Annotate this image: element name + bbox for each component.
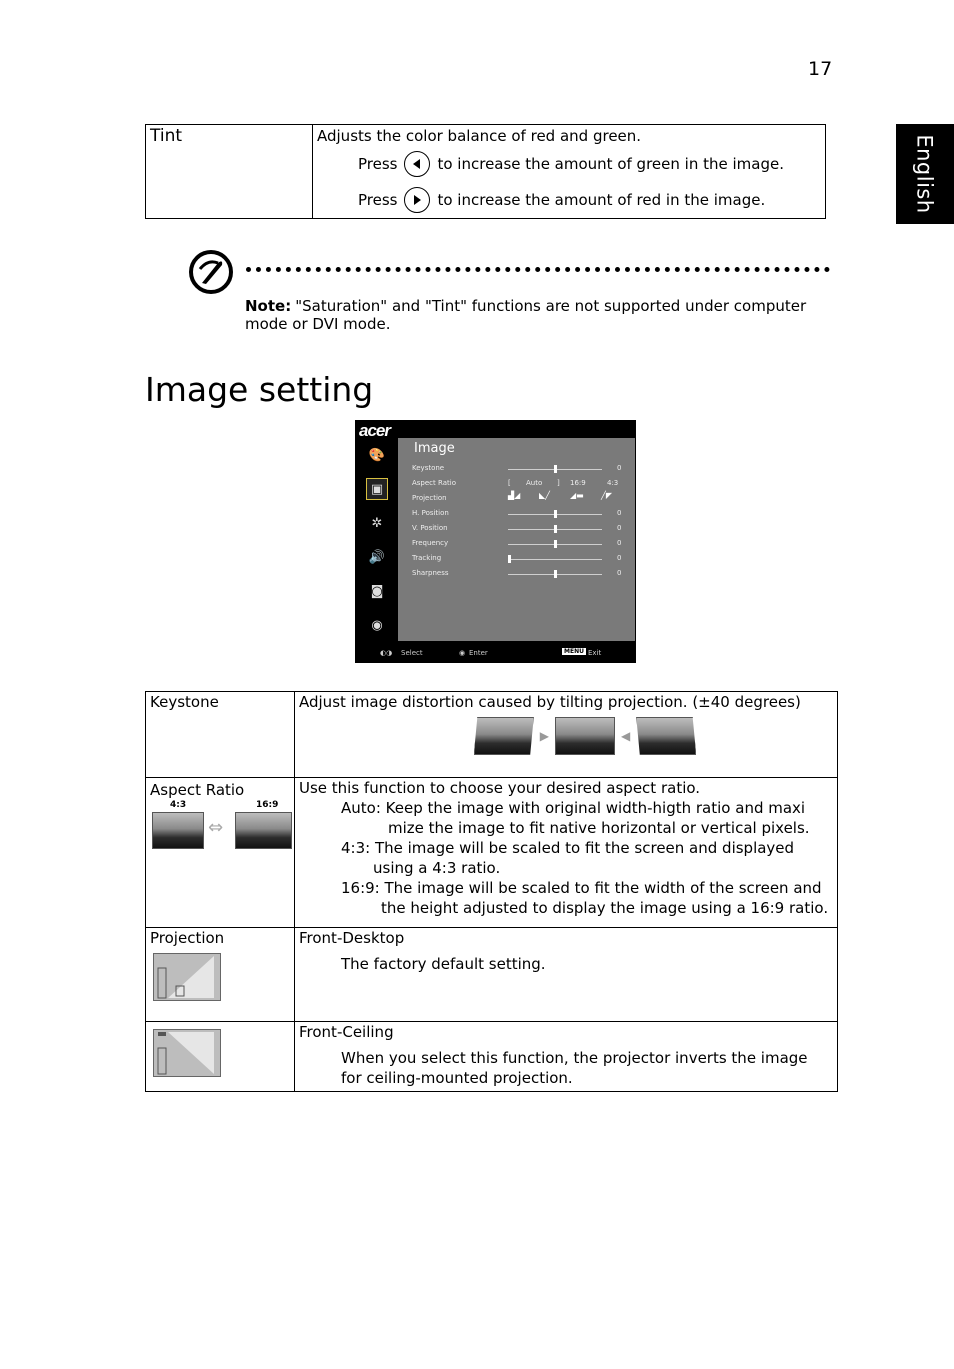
projection-cell bbox=[146, 928, 295, 1022]
osd-row-label: Aspect Ratio bbox=[412, 479, 456, 487]
osd-aspect-option: Auto bbox=[526, 479, 543, 487]
osd-aspect-option: [ bbox=[508, 479, 511, 487]
projection-mode-icon: ◣╱ bbox=[539, 491, 550, 500]
keystone-example-image bbox=[555, 717, 615, 755]
aspect-ratio-intro: Use this function to choose your desired aspect ratio. bbox=[299, 779, 701, 797]
press-left-line: Press to increase the amount of green in the image. bbox=[358, 146, 825, 182]
front-ceiling-description: When you select this function, the projector inverts the image for ceiling-mounted projection. bbox=[341, 1049, 808, 1087]
arrow-left-icon: ◀ bbox=[621, 729, 631, 743]
osd-menu-row[interactable] bbox=[412, 551, 632, 566]
thumb-label-4-3: 4:3 bbox=[170, 800, 187, 810]
note-body: "Saturation" and "Tint" functions are not supported under computer mode or DVI mode. bbox=[245, 297, 807, 333]
osd-aspect-option: 16:9 bbox=[570, 479, 586, 487]
osd-row-value: 0 bbox=[617, 554, 622, 562]
keystone-label: Keystone bbox=[146, 692, 295, 778]
osd-slider-thumb[interactable] bbox=[554, 525, 557, 533]
osd-menu-row[interactable] bbox=[412, 461, 632, 476]
front-ceiling-cell bbox=[295, 1022, 838, 1092]
front-ceiling-diagram bbox=[153, 1029, 221, 1077]
osd-slider-track[interactable] bbox=[508, 559, 602, 560]
osd-exit-label: Exit bbox=[588, 649, 602, 657]
osd-slider-thumb[interactable] bbox=[508, 555, 511, 563]
osd-menu-row[interactable] bbox=[412, 506, 632, 521]
keystone-example-image bbox=[474, 717, 534, 755]
projection-mode-icon: ▟◢ bbox=[508, 491, 521, 500]
aspect-4-3-image bbox=[152, 812, 204, 849]
osd-aspect-option: ] bbox=[557, 479, 560, 487]
note-icon bbox=[188, 249, 234, 295]
projection-mode-icon: ╱◤ bbox=[601, 491, 612, 500]
aspect-ratio-label: Aspect Ratio bbox=[150, 781, 245, 799]
section-title: Image setting bbox=[145, 370, 374, 409]
osd-menu-screenshot bbox=[355, 420, 636, 663]
keystone-example-image bbox=[636, 717, 696, 755]
front-ceiling-diagram-cell bbox=[146, 1022, 295, 1092]
language-tab bbox=[896, 124, 954, 224]
language-icon: ◉ bbox=[371, 617, 383, 633]
arrow-right-icon: ▶ bbox=[539, 729, 549, 743]
osd-panel bbox=[398, 438, 635, 641]
front-desktop-cell bbox=[295, 928, 838, 1022]
color-palette-icon: 🎨 bbox=[368, 447, 386, 463]
osd-row-label: Keystone bbox=[412, 464, 445, 472]
aspect-16-9-desc: 16:9: The image will be scaled to fit the width of the screen and the height adjusted to display the image using a 16:9 ratio. bbox=[341, 879, 829, 917]
image-settings-table bbox=[145, 691, 838, 1092]
projection-mode-icon: ◢▬ bbox=[570, 491, 584, 500]
table-row bbox=[146, 778, 838, 928]
page-number: 17 bbox=[808, 58, 833, 80]
osd-row-value: 0 bbox=[617, 539, 622, 547]
left-arrow-button-icon bbox=[404, 151, 430, 177]
enter-icon: ◉ bbox=[459, 649, 466, 657]
osd-row-value: 0 bbox=[617, 569, 622, 577]
osd-row-label: V. Position bbox=[412, 524, 448, 532]
front-ceiling-title: Front-Ceiling bbox=[299, 1023, 394, 1041]
osd-row-value: 0 bbox=[617, 464, 622, 472]
osd-title: Image bbox=[414, 441, 455, 456]
osd-menu-row[interactable] bbox=[412, 476, 632, 491]
osd-row-value: 0 bbox=[617, 509, 622, 517]
osd-slider-thumb[interactable] bbox=[554, 510, 557, 518]
osd-slider-thumb[interactable] bbox=[554, 570, 557, 578]
table-row bbox=[146, 692, 838, 778]
aspect-16-9-image bbox=[235, 812, 292, 849]
aspect-ratio-cell bbox=[146, 778, 295, 928]
osd-aspect-option: 4:3 bbox=[607, 479, 619, 487]
osd-select-label: Select bbox=[401, 649, 423, 657]
front-desktop-title: Front-Desktop bbox=[299, 929, 405, 947]
double-arrow-icon: ⇔ bbox=[208, 817, 224, 838]
note-label: Note: bbox=[245, 297, 292, 315]
front-ceiling-icon bbox=[154, 1030, 220, 1076]
speaker-icon: 🔊 bbox=[368, 549, 386, 565]
timer-icon: ◙ bbox=[370, 583, 384, 599]
language-tab-label: English bbox=[913, 134, 938, 214]
table-row bbox=[146, 1022, 838, 1092]
osd-menu-row[interactable] bbox=[412, 566, 632, 581]
image-icon: ▣ bbox=[366, 478, 388, 500]
osd-row-label: H. Position bbox=[412, 509, 449, 517]
table-row bbox=[146, 125, 826, 219]
front-desktop-icon bbox=[154, 954, 220, 1000]
select-arrows-icon: ◐◑ bbox=[380, 649, 393, 657]
note-text bbox=[245, 297, 830, 333]
aspect-4-3-desc: 4:3: The image will be scaled to fit the screen and displayed using a 4:3 ratio. bbox=[341, 839, 795, 877]
osd-row-label: Projection bbox=[412, 494, 447, 502]
osd-row-label: Frequency bbox=[412, 539, 449, 547]
osd-row-value: 0 bbox=[617, 524, 622, 532]
osd-enter-label: Enter bbox=[469, 649, 488, 657]
right-arrow-button-icon bbox=[404, 187, 430, 213]
osd-menu-row[interactable] bbox=[412, 536, 632, 551]
keystone-description: Adjust image distortion caused by tilting projection. (±40 degrees) bbox=[299, 693, 801, 711]
osd-row-label: Tracking bbox=[412, 554, 442, 562]
aspect-ratio-desc-cell bbox=[295, 778, 838, 928]
tint-table bbox=[145, 124, 826, 219]
osd-row-label: Sharpness bbox=[412, 569, 449, 577]
keystone-desc-cell bbox=[295, 692, 838, 778]
tint-description-cell bbox=[313, 125, 826, 219]
note-divider bbox=[246, 267, 830, 272]
press-right-line: Press to increase the amount of red in the image. bbox=[358, 182, 825, 218]
keystone-examples bbox=[339, 717, 831, 755]
tint-description: Adjusts the color balance of red and green. bbox=[317, 127, 642, 145]
front-desktop-description: The factory default setting. bbox=[341, 955, 546, 973]
acer-logo: acer bbox=[359, 421, 390, 440]
front-desktop-diagram bbox=[153, 953, 221, 1001]
thumb-label-16-9: 16:9 bbox=[256, 800, 279, 810]
aspect-ratio-thumbs bbox=[150, 800, 294, 854]
osd-menu-row[interactable] bbox=[412, 491, 632, 506]
osd-slider-thumb[interactable] bbox=[554, 465, 557, 473]
osd-slider-thumb[interactable] bbox=[554, 540, 557, 548]
tint-label: Tint bbox=[146, 125, 313, 219]
aspect-auto-desc: Auto: Keep the image with original width-higth ratio and maxi mize the image to fit native horizontal or vertical pixels. bbox=[341, 799, 810, 837]
osd-sidebar bbox=[355, 438, 398, 641]
osd-footer bbox=[355, 641, 636, 663]
table-row bbox=[146, 928, 838, 1022]
projection-label: Projection bbox=[150, 929, 225, 947]
osd-menu-row[interactable] bbox=[412, 521, 632, 536]
menu-key: MENU bbox=[564, 648, 584, 655]
settings-wrench-icon: ✲ bbox=[371, 515, 383, 531]
